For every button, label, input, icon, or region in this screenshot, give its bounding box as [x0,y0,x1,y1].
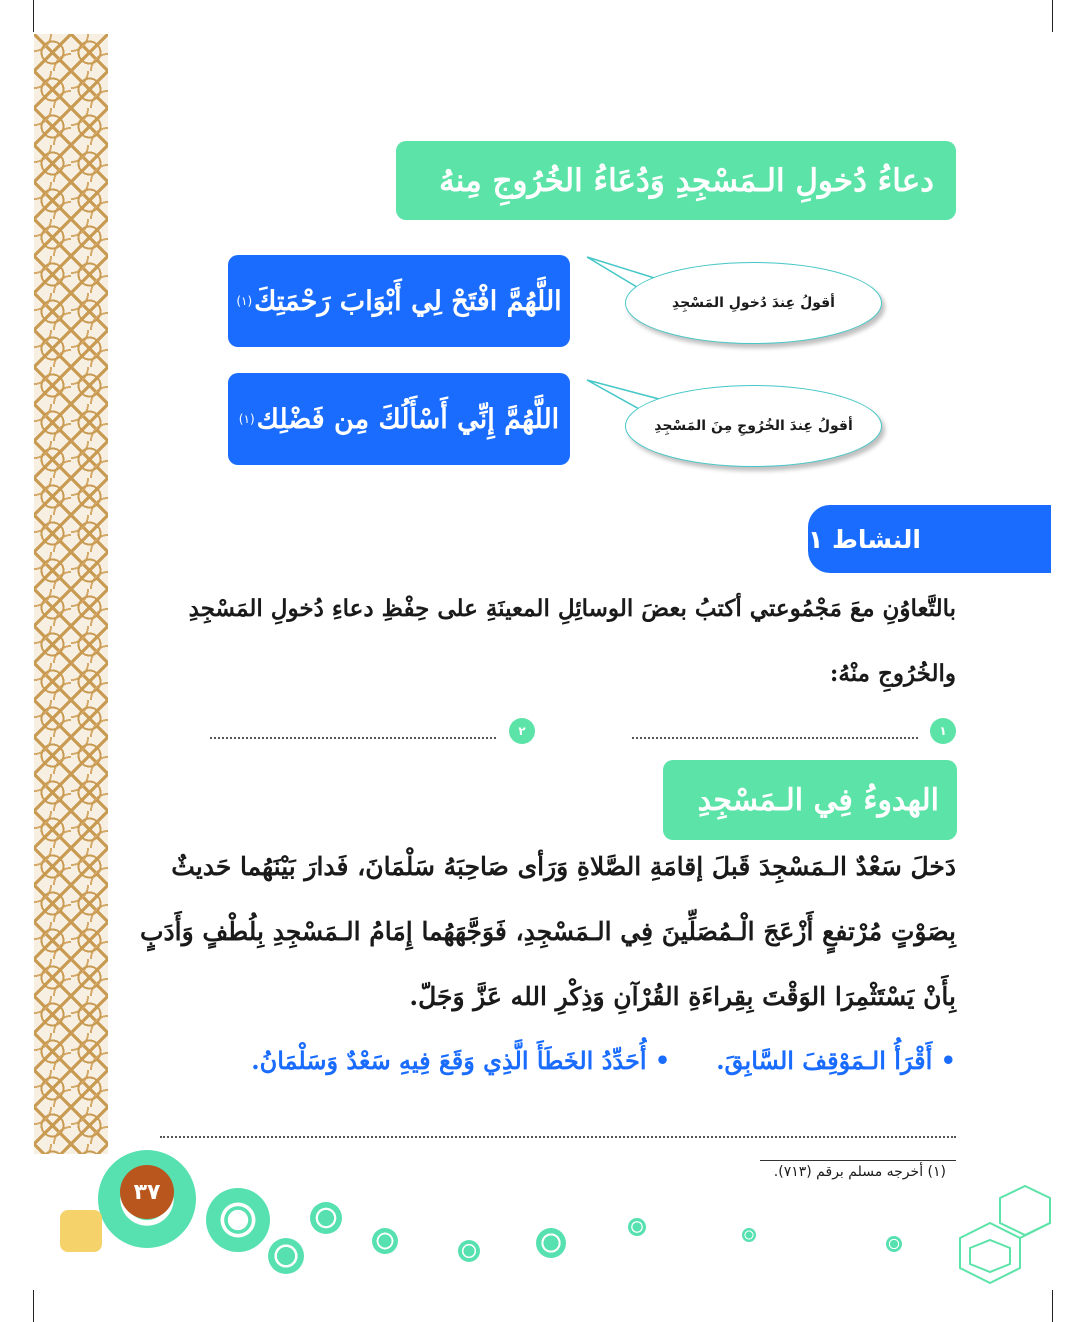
decorative-rosette [886,1236,902,1252]
decorative-rosette [628,1218,646,1236]
activity-prompt-line-2: والخُرُوجِ منْهُ: [829,660,956,687]
crop-mark [33,1290,34,1322]
speech-bubble-exit [625,385,882,467]
decorative-side-pattern [34,34,108,1154]
crop-mark [1052,1290,1053,1322]
dua-exit-box [228,373,570,465]
decorative-rosette [268,1238,304,1274]
decorative-rosette [206,1188,270,1252]
answer-line-2[interactable] [210,737,496,739]
task-item: • أُحَدِّدُ الخَطَأَ الَّذِي وَقَعَ فِيهِ سَعْدٌ وَسَلْمَانُ. [251,1046,671,1075]
footnote-ref: (١) [236,294,253,308]
story-line-1: دَخلَ سَعْدٌ الـمَسْجِدَ قَبلَ إقامَةِ الصَّلاةِ وَرَأى صَاحِبَهُ سَلْمَانَ، فَدارَ بَيْنَهُما حَديثٌ [171,852,956,881]
task-list [251,1046,956,1075]
activity-heading [808,505,1051,573]
answer-number-2: ٢ [509,718,535,744]
footer-divider [160,1136,956,1138]
decorative-rosette [536,1228,566,1258]
answer-number-1: ١ [930,718,956,744]
decorative-geometric-corner [950,1178,1052,1288]
dua-enter-text: اللَّهُمَّ افْتَحْ لِي أَبْوَابَ رَحْمَتِكَ [254,285,562,317]
decorative-rosette [372,1228,398,1254]
bubble-text: أقولُ عِندَ دُخولِ المَسْجِدِ [672,295,835,311]
decorative-rosette [310,1202,342,1234]
dua-exit-text: اللَّهُمَّ إِنِّي أَسْأَلُكَ مِن فَضْلِك [256,403,560,435]
publisher-logo-icon [60,1210,102,1252]
crop-mark [33,0,34,32]
bubble-text: أقولُ عِندَ الخُرُوجِ مِنَ المَسْجِدِ [654,418,853,434]
crop-mark [1052,0,1053,32]
dua-enter-box [228,255,570,347]
calm-heading-banner [663,760,957,840]
task-item: • أَقْرَأُ الـمَوْقِفَ السَّابِقَ. [716,1046,956,1075]
answer-line-1[interactable] [632,737,918,739]
footnote-ref: (١) [238,412,255,426]
activity-prompt-line-1: بالتَّعاوُنِ معَ مَجْمُوعتي أكتبُ بعضَ الوسائِلِ المعينَةِ على حِفْظِ دعاءِ دُخولِ المَسْجِدِ [188,595,956,622]
lesson-title: دعاءُ دُخولِ الـمَسْجِدِ وَدُعَاءُ الخُرُوجِ مِنهُ [439,162,934,199]
decorative-rosette [458,1240,480,1262]
story-line-2: بِصَوْتٍ مُرْتفعٍ أَزْعَجَ الْـمُصَلِّينَ فِي الـمَسْجِدِ، فَوَجَّهَهُما إِمَامُ الـمَسْجِدِ بِلُطْفٍ وَأَدَبٍ [139,917,956,946]
decorative-rosette [742,1228,756,1242]
lesson-title-banner [396,141,956,220]
calm-heading: الهدوءُ فِي الـمَسْجِدِ [697,782,939,818]
page-number: ٣٧ [120,1165,174,1219]
footnote-rule [760,1160,956,1161]
activity-heading-text: النشاط ١ [808,524,921,554]
story-line-3: بِأَنْ يَسْتَثْمِرَا الوَقْتَ بِقِراءَةِ القُرْآنِ وَذِكْرِ الله عَزَّ وَجَلّ. [409,982,956,1011]
footnote: (١) أخرجه مسلم برقم (٧١٣). [773,1164,946,1180]
speech-bubble-enter [625,262,882,344]
